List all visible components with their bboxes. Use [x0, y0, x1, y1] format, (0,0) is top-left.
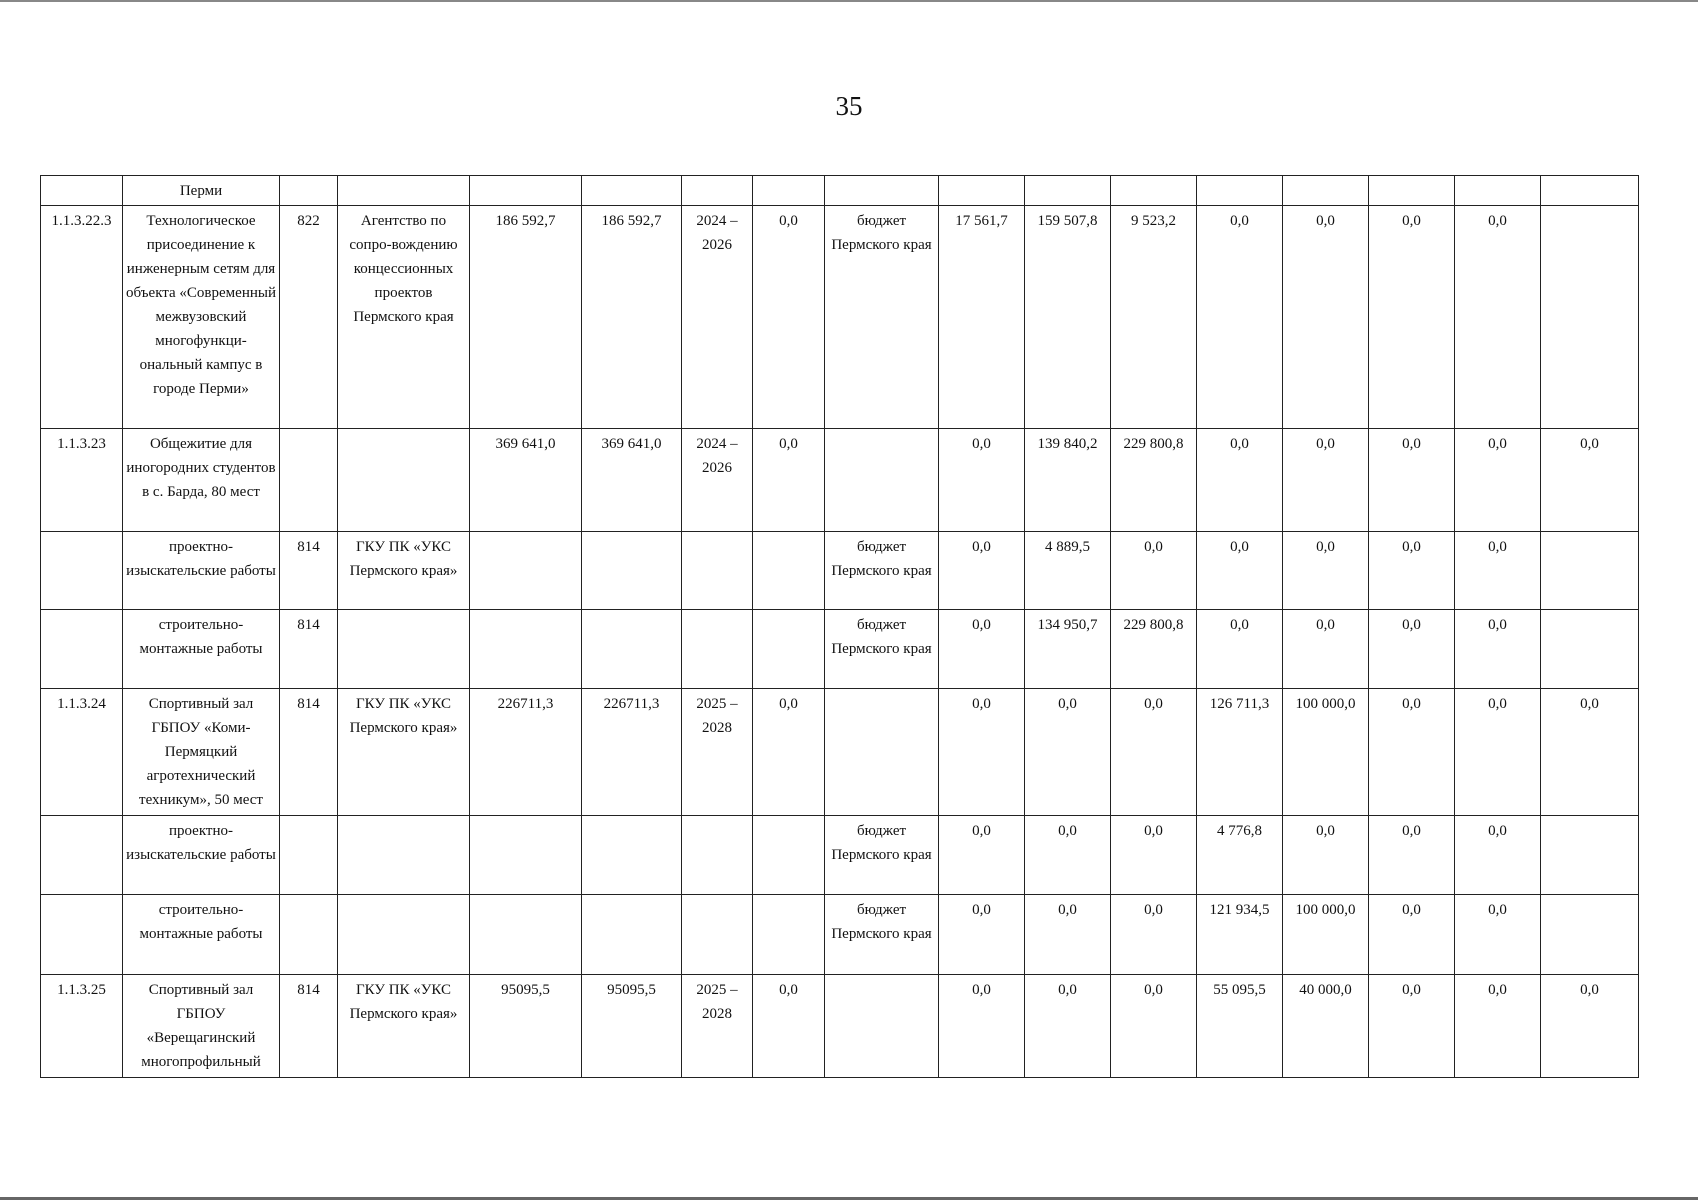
cell-year-3: 0,0 — [1111, 689, 1197, 816]
table-row — [41, 816, 1639, 895]
cell-period: 2025 – 2028 — [682, 975, 753, 1078]
cell-year-1: 0,0 — [939, 975, 1025, 1078]
cell-year-2: 139 840,2 — [1025, 429, 1111, 532]
cell-period — [682, 176, 753, 206]
cell-total-cost — [470, 532, 582, 610]
cell-period — [682, 532, 753, 610]
cell-code — [280, 176, 338, 206]
cell-source: бюджет Пермского края — [825, 532, 939, 610]
cell-total-cost: 369 641,0 — [470, 429, 582, 532]
cell-source — [825, 176, 939, 206]
cell-year-7: 0,0 — [1455, 610, 1541, 689]
cell-year-4: 121 934,5 — [1197, 895, 1283, 975]
table-row — [41, 689, 1639, 816]
cell-year-4: 4 776,8 — [1197, 816, 1283, 895]
cell-cost — [582, 176, 682, 206]
cell-executor — [338, 895, 470, 975]
cell-prior — [753, 610, 825, 689]
cell-executor: Агентство по сопро-вождению концессионных проектов Пермского края — [338, 206, 470, 429]
cell-year-7: 0,0 — [1455, 816, 1541, 895]
cell-code — [280, 429, 338, 532]
table-row — [41, 429, 1639, 532]
table-row — [41, 975, 1639, 1078]
cell-total-cost: 186 592,7 — [470, 206, 582, 429]
cell-cost: 369 641,0 — [582, 429, 682, 532]
cell-cost: 95095,5 — [582, 975, 682, 1078]
cell-year-3 — [1111, 176, 1197, 206]
cell-code: 814 — [280, 689, 338, 816]
cell-source — [825, 975, 939, 1078]
cell-year-5: 100 000,0 — [1283, 689, 1369, 816]
cell-year-6: 0,0 — [1369, 975, 1455, 1078]
table-row — [41, 532, 1639, 610]
cell-name: Общежитие для иногородних студентов в с. Барда, 80 мест — [123, 429, 280, 532]
cell-year-5: 0,0 — [1283, 532, 1369, 610]
cell-year-2: 4 889,5 — [1025, 532, 1111, 610]
cell-prior: 0,0 — [753, 429, 825, 532]
cell-cost: 226711,3 — [582, 689, 682, 816]
table-row — [41, 610, 1639, 689]
cell-cost — [582, 610, 682, 689]
cell-year-1: 0,0 — [939, 429, 1025, 532]
cell-code: 814 — [280, 975, 338, 1078]
cell-code: 814 — [280, 532, 338, 610]
cell-executor — [338, 816, 470, 895]
cell-num: 1.1.3.25 — [41, 975, 123, 1078]
cell-year-4: 55 095,5 — [1197, 975, 1283, 1078]
cell-year-4: 126 711,3 — [1197, 689, 1283, 816]
cell-year-4: 0,0 — [1197, 610, 1283, 689]
cell-source: бюджет Пермского края — [825, 895, 939, 975]
cell-cost: 186 592,7 — [582, 206, 682, 429]
cell-code — [280, 816, 338, 895]
cell-period — [682, 816, 753, 895]
cell-executor: ГКУ ПК «УКС Пермского края» — [338, 532, 470, 610]
cell-total-cost — [470, 895, 582, 975]
cell-source — [825, 689, 939, 816]
cell-year-3: 9 523,2 — [1111, 206, 1197, 429]
cell-total-cost — [470, 610, 582, 689]
cell-executor: ГКУ ПК «УКС Пермского края» — [338, 689, 470, 816]
cell-source: бюджет Пермского края — [825, 610, 939, 689]
cell-year-6: 0,0 — [1369, 895, 1455, 975]
cell-prior — [753, 532, 825, 610]
cell-period: 2024 – 2026 — [682, 429, 753, 532]
cell-year-6: 0,0 — [1369, 816, 1455, 895]
cell-year-2 — [1025, 176, 1111, 206]
cell-year-2: 0,0 — [1025, 895, 1111, 975]
cell-year-8 — [1541, 176, 1639, 206]
cell-year-4: 0,0 — [1197, 429, 1283, 532]
cell-name: строительно-монтажные работы — [123, 895, 280, 975]
cell-year-5: 0,0 — [1283, 429, 1369, 532]
cell-num — [41, 532, 123, 610]
cell-num: 1.1.3.22.3 — [41, 206, 123, 429]
cell-period: 2025 – 2028 — [682, 689, 753, 816]
cell-year-8 — [1541, 610, 1639, 689]
cell-year-7: 0,0 — [1455, 689, 1541, 816]
cell-name: проектно-изыскательские работы — [123, 816, 280, 895]
cell-code: 814 — [280, 610, 338, 689]
cell-code — [280, 895, 338, 975]
cell-source: бюджет Пермского края — [825, 206, 939, 429]
cell-year-8: 0,0 — [1541, 689, 1639, 816]
cell-executor — [338, 176, 470, 206]
cell-year-6: 0,0 — [1369, 206, 1455, 429]
cell-year-4 — [1197, 176, 1283, 206]
table-row — [41, 206, 1639, 429]
cell-total-cost — [470, 816, 582, 895]
cell-year-3: 0,0 — [1111, 975, 1197, 1078]
cell-year-6: 0,0 — [1369, 689, 1455, 816]
cell-total-cost: 95095,5 — [470, 975, 582, 1078]
cell-year-5: 0,0 — [1283, 610, 1369, 689]
cell-executor — [338, 610, 470, 689]
cell-year-2: 0,0 — [1025, 689, 1111, 816]
cell-code: 822 — [280, 206, 338, 429]
cell-year-6: 0,0 — [1369, 429, 1455, 532]
cell-year-5: 0,0 — [1283, 206, 1369, 429]
cell-year-7: 0,0 — [1455, 206, 1541, 429]
cell-year-4: 0,0 — [1197, 206, 1283, 429]
cell-year-8 — [1541, 532, 1639, 610]
cell-year-1: 0,0 — [939, 689, 1025, 816]
cell-prior — [753, 816, 825, 895]
cell-year-8 — [1541, 816, 1639, 895]
cell-prior — [753, 176, 825, 206]
cell-period — [682, 610, 753, 689]
cell-year-8 — [1541, 206, 1639, 429]
cell-year-6 — [1369, 176, 1455, 206]
cell-cost — [582, 816, 682, 895]
table-row — [41, 176, 1639, 206]
cell-period: 2024 – 2026 — [682, 206, 753, 429]
cell-num — [41, 176, 123, 206]
cell-num — [41, 610, 123, 689]
scan-edge-top — [0, 0, 1698, 2]
cell-year-7: 0,0 — [1455, 895, 1541, 975]
cell-year-8: 0,0 — [1541, 975, 1639, 1078]
cell-year-1: 0,0 — [939, 816, 1025, 895]
cell-year-5: 0,0 — [1283, 816, 1369, 895]
cell-period — [682, 895, 753, 975]
cell-year-8 — [1541, 895, 1639, 975]
cell-prior: 0,0 — [753, 206, 825, 429]
cell-name: проектно-изыскательские работы — [123, 532, 280, 610]
cell-name: Спортивный зал ГБПОУ «Коми-Пермяцкий агротехнический техникум», 50 мест — [123, 689, 280, 816]
cell-num: 1.1.3.24 — [41, 689, 123, 816]
cell-year-7 — [1455, 176, 1541, 206]
cell-year-8: 0,0 — [1541, 429, 1639, 532]
cell-year-3: 229 800,8 — [1111, 610, 1197, 689]
cell-year-1: 0,0 — [939, 895, 1025, 975]
page-number: 35 — [835, 91, 863, 121]
cell-year-2: 159 507,8 — [1025, 206, 1111, 429]
cell-num: 1.1.3.23 — [41, 429, 123, 532]
cell-year-6: 0,0 — [1369, 610, 1455, 689]
cell-year-2: 0,0 — [1025, 816, 1111, 895]
cell-source: бюджет Пермского края — [825, 816, 939, 895]
cell-year-3: 229 800,8 — [1111, 429, 1197, 532]
cell-year-4: 0,0 — [1197, 532, 1283, 610]
cell-name: Спортивный зал ГБПОУ «Верещагинский многопрофильный — [123, 975, 280, 1078]
cell-year-7: 0,0 — [1455, 429, 1541, 532]
cell-cost — [582, 532, 682, 610]
cell-source — [825, 429, 939, 532]
cell-year-7: 0,0 — [1455, 975, 1541, 1078]
cell-total-cost — [470, 176, 582, 206]
cell-num — [41, 895, 123, 975]
cell-name: Перми — [123, 176, 280, 206]
cell-prior: 0,0 — [753, 689, 825, 816]
cell-year-1: 0,0 — [939, 532, 1025, 610]
table-row — [41, 895, 1639, 975]
cell-name: строительно-монтажные работы — [123, 610, 280, 689]
cell-total-cost: 226711,3 — [470, 689, 582, 816]
budget-table — [40, 175, 1639, 1078]
cell-year-5 — [1283, 176, 1369, 206]
cell-executor — [338, 429, 470, 532]
cell-executor: ГКУ ПК «УКС Пермского края» — [338, 975, 470, 1078]
cell-year-1: 17 561,7 — [939, 206, 1025, 429]
cell-prior: 0,0 — [753, 975, 825, 1078]
cell-year-1: 0,0 — [939, 610, 1025, 689]
cell-cost — [582, 895, 682, 975]
cell-year-1 — [939, 176, 1025, 206]
cell-year-6: 0,0 — [1369, 532, 1455, 610]
cell-num — [41, 816, 123, 895]
cell-year-5: 40 000,0 — [1283, 975, 1369, 1078]
cell-year-7: 0,0 — [1455, 532, 1541, 610]
cell-year-3: 0,0 — [1111, 895, 1197, 975]
cell-year-2: 134 950,7 — [1025, 610, 1111, 689]
cell-year-3: 0,0 — [1111, 532, 1197, 610]
cell-name: Технологическое присоединение к инженерным сетям для объекта «Современный межвузовский многофункци-ональный кампус в городе Перми» — [123, 206, 280, 429]
cell-prior — [753, 895, 825, 975]
cell-year-5: 100 000,0 — [1283, 895, 1369, 975]
cell-year-2: 0,0 — [1025, 975, 1111, 1078]
cell-year-3: 0,0 — [1111, 816, 1197, 895]
